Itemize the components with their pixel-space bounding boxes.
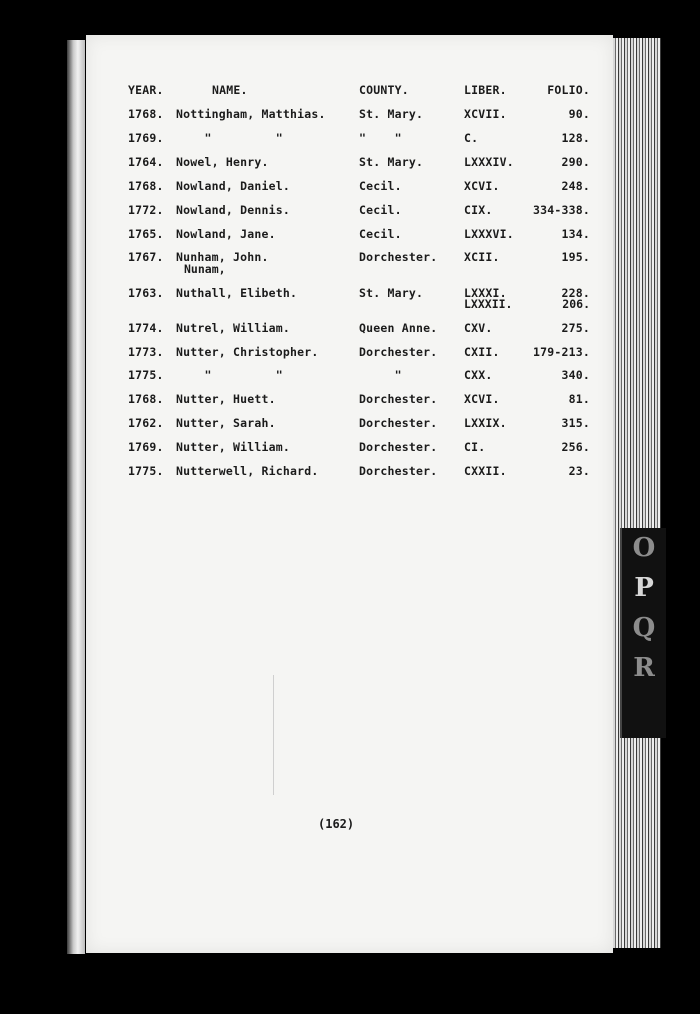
row-liber: LXXIX. <box>464 416 507 430</box>
row-folio: 334-338. <box>533 203 590 217</box>
row-year: 1768. <box>128 392 164 406</box>
row-name: Nunham, John. <box>176 250 269 264</box>
table-row <box>0 440 700 456</box>
table-row <box>0 321 700 337</box>
table-row <box>0 131 700 147</box>
row-year: 1764. <box>128 155 164 169</box>
row-county: Dorchester. <box>359 392 438 406</box>
row-liber: LXXXI. <box>464 286 507 300</box>
row-name: Nutrel, William. <box>176 321 290 335</box>
row-folio: 134. <box>561 227 590 241</box>
row-liber: XCII. <box>464 250 500 264</box>
index-tab-letter-p: P <box>634 573 654 603</box>
header-liber: LIBER. <box>464 83 507 97</box>
row-folio: 275. <box>561 321 590 335</box>
row-year: 1772. <box>128 203 164 217</box>
table-row <box>0 345 700 361</box>
row-year: 1768. <box>128 107 164 121</box>
row-year: 1767. <box>128 250 164 264</box>
row-folio: 315. <box>561 416 590 430</box>
row-name: Nowel, Henry. <box>176 155 269 169</box>
row-folio: 179-213. <box>533 345 590 359</box>
row-folio-second: 206. <box>562 297 590 311</box>
row-county: Cecil. <box>359 179 402 193</box>
index-tab-letter-q: Q <box>632 613 656 643</box>
row-name: Nutter, William. <box>176 440 290 454</box>
row-liber: LXXXIV. <box>464 155 514 169</box>
table-row <box>0 179 700 195</box>
ledger-page <box>86 35 613 953</box>
row-folio: 290. <box>561 155 590 169</box>
row-county: Dorchester. <box>359 416 438 430</box>
row-folio: 340. <box>561 368 590 382</box>
row-county: Dorchester. <box>359 250 438 264</box>
row-liber: CXXII. <box>464 464 507 478</box>
table-row <box>0 227 700 243</box>
table-row <box>0 416 700 432</box>
row-name: Nuthall, Elibeth. <box>176 286 298 300</box>
row-county: St. Mary. <box>359 155 424 169</box>
row-liber: XCVII. <box>464 107 507 121</box>
row-name: Nutter, Huett. <box>176 392 276 406</box>
row-name: Nottingham, Matthias. <box>176 107 326 121</box>
row-year: 1775. <box>128 464 164 478</box>
row-folio: 23. <box>568 464 590 478</box>
header-year: YEAR. <box>128 83 164 97</box>
header-name: NAME. <box>212 83 248 97</box>
book-spine-edge <box>67 40 85 954</box>
row-name: Nutterwell, Richard. <box>176 464 319 478</box>
row-county: Dorchester. <box>359 464 438 478</box>
row-year: 1773. <box>128 345 164 359</box>
row-name: Nutter, Christopher. <box>176 345 319 359</box>
row-liber: LXXXVI. <box>464 227 514 241</box>
row-name-variant: Nunam, <box>184 262 226 276</box>
row-folio: 90. <box>568 107 590 121</box>
page-number: (162) <box>318 817 355 831</box>
page-stack-edge <box>613 38 661 948</box>
row-folio: 195. <box>561 250 590 264</box>
row-county: " <box>359 368 402 382</box>
row-liber: XCVI. <box>464 392 500 406</box>
index-tab-letter-o: O <box>632 533 656 563</box>
row-year: 1769. <box>128 131 164 145</box>
row-name: Nowland, Jane. <box>176 227 276 241</box>
row-liber: CXII. <box>464 345 500 359</box>
row-folio: 81. <box>568 392 590 406</box>
header-row <box>0 83 700 99</box>
header-folio: FOLIO. <box>547 83 590 97</box>
row-year: 1762. <box>128 416 164 430</box>
header-county: COUNTY. <box>359 83 409 97</box>
row-liber: CXX. <box>464 368 493 382</box>
row-county: Dorchester. <box>359 440 438 454</box>
row-folio: 128. <box>561 131 590 145</box>
row-folio: 248. <box>561 179 590 193</box>
row-name: " " <box>176 368 283 382</box>
table-row <box>0 203 700 219</box>
page-crease <box>273 675 274 795</box>
index-tab[interactable] <box>620 528 666 738</box>
index-tab-letter-r: R <box>633 653 655 683</box>
table-row <box>0 464 700 480</box>
row-county: Dorchester. <box>359 345 438 359</box>
row-folio: 228. <box>561 286 590 300</box>
row-county: Cecil. <box>359 203 402 217</box>
table-row <box>0 107 700 123</box>
row-county: " " <box>359 131 402 145</box>
row-year: 1774. <box>128 321 164 335</box>
row-year: 1765. <box>128 227 164 241</box>
row-liber: C. <box>464 131 479 145</box>
row-liber: XCVI. <box>464 179 500 193</box>
row-year: 1769. <box>128 440 164 454</box>
table-row <box>0 155 700 171</box>
row-liber: CI. <box>464 440 486 454</box>
row-year: 1775. <box>128 368 164 382</box>
table-row <box>0 368 700 384</box>
row-name: " " <box>176 131 283 145</box>
row-folio: 256. <box>561 440 590 454</box>
row-liber-second: LXXXII. <box>464 297 513 311</box>
table-row <box>0 392 700 408</box>
row-year: 1763. <box>128 286 164 300</box>
row-name: Nowland, Daniel. <box>176 179 290 193</box>
row-county: St. Mary. <box>359 286 424 300</box>
row-county: Cecil. <box>359 227 402 241</box>
row-year: 1768. <box>128 179 164 193</box>
row-name: Nowland, Dennis. <box>176 203 290 217</box>
table-row <box>0 250 700 266</box>
row-name: Nutter, Sarah. <box>176 416 276 430</box>
table-row <box>0 286 700 302</box>
row-county: Queen Anne. <box>359 321 438 335</box>
row-county: St. Mary. <box>359 107 424 121</box>
row-liber: CXV. <box>464 321 493 335</box>
row-liber: CIX. <box>464 203 493 217</box>
